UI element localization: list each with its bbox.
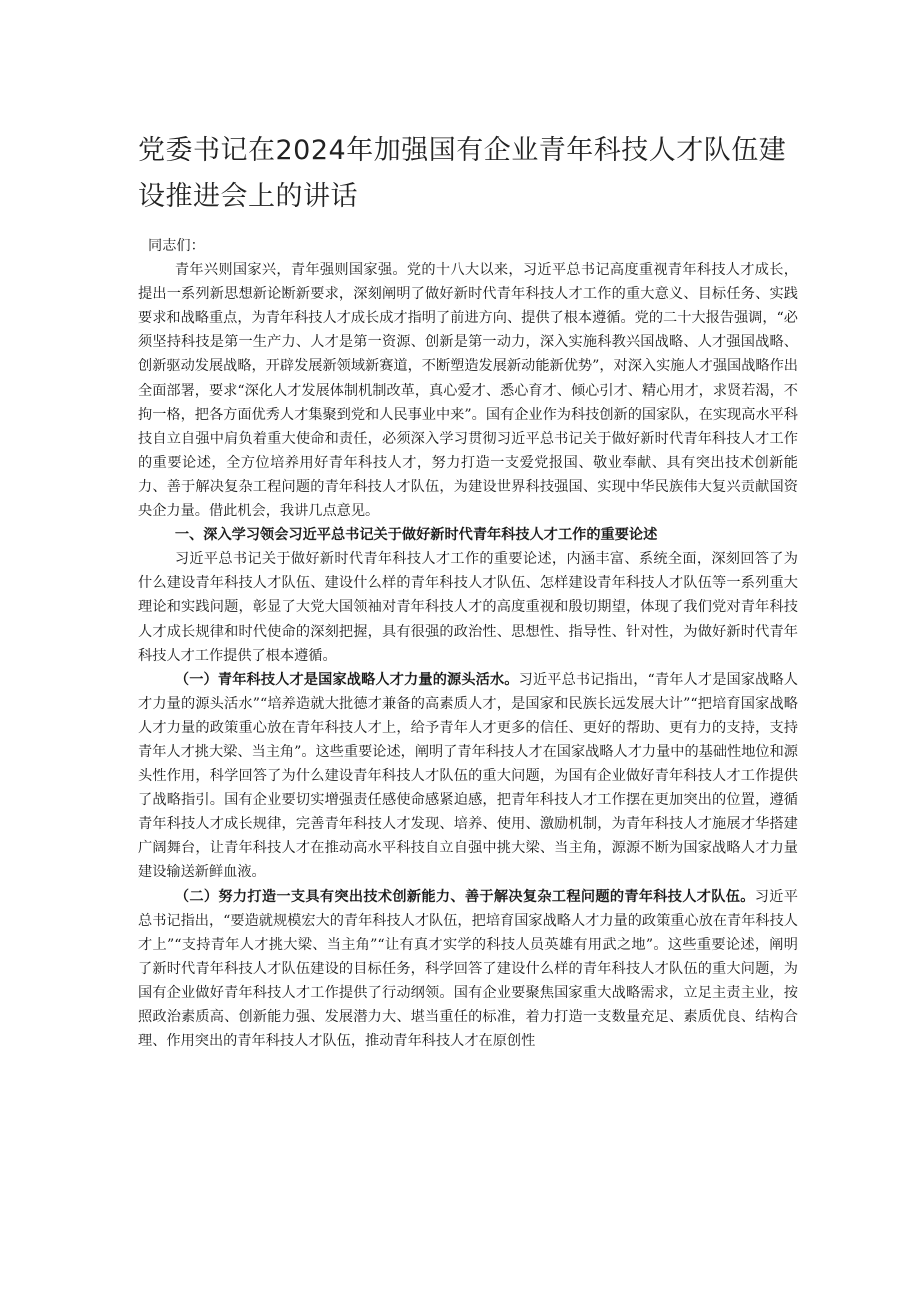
point1-paragraph [138,668,798,885]
salutation: 同志们： [148,238,205,254]
point1-body: 习近平总书记指出，“青年人才是国家战略人才力量的源头活水”“培养造就大批德才兼备的高素质人才，是国家和民族长远发展大计”“把培育国家战略人才力量的政策重心放在青年科技人才上，给予青年人才更多的信任、更好的帮助、更有力的支持，支持青年人才挑大梁、当主角”。这些重要论述，阐明了青年科技人才在国家战略人才力量中的基础性地位和源头性作用，科学回答了为什么建设青年科技人才队伍的重大问题，为国有企业做好青年科技人才工作提供了战略指引。国有企业要切实增强责任感使命感紧迫感，把青年科技人才工作摆在更加突出的位置，遵循青年科技人才成长规律，完善青年科技人才发现、培养、使用、激励机制，为青年科技人才施展才华搭建广阔舞台，让青年科技人才在推动高水平科技自立自强中挑大梁、当主角，源源不断为国家战略人才力量建设输送新鲜血液。 [138,671,798,881]
document-title: 党委书记在2024年加强国有企业青年科技人才队伍建设推进会上的讲话 [138,135,787,212]
intro-paragraph: 青年兴则国家兴，青年强则国家强。党的十八大以来，习近平总书记高度重视青年科技人才成长，提出一系列新思想新论断新要求，深刻阐明了做好新时代青年科技人才工作的重大意义、目标任务、实践要求和战略重点，为青年科技人才成长成才指明了前进方向、提供了根本遵循。党的二十大报告强调，“必须坚持科技是第一生产力、人才是第一资源、创新是第一动力，深入实施科教兴国战略、人才强国战略、创新驱动发展战略，开辟发展新领域新赛道，不断塑造发展新动能新优势”，对深入实施人才强国战略作出全面部署，要求“深化人才发展体制机制改革，真心爱才、悉心育才、倾心引才、精心用才，求贤若渴，不拘一格，把各方面优秀人才集聚到党和人民事业中来”。国有企业作为科技创新的国家队，在实现高水平科技自立自强中肩负着重大使命和责任，必须深入学习贯彻习近平总书记关于做好新时代青年科技人才工作的重要论述，全方位培养用好青年科技人才，努力打造一支爱党报国、敬业奉献、具有突出技术创新能力、善于解决复杂工程问题的青年科技人才队伍，为建设世界科技强国、实现中华民族伟大复兴贡献国资央企力量。借此机会，我讲几点意见。 [138,262,798,520]
section1-paragraph: 习近平总书记关于做好新时代青年科技人才工作的重要论述，内涵丰富、系统全面，深刻回答了为什么建设青年科技人才队伍、建设什么样的青年科技人才队伍、怎样建设青年科技人才队伍等一系列重大理论和实践问题，彰显了大党大国领袖对青年科技人才的高度重视和殷切期望，体现了我们党对青年科技人才成长规律和时代使命的深刻把握，具有很强的政治性、思想性、指导性、针对性，为做好新时代青年科技人才工作提供了根本遵循。 [138,551,798,664]
point2-body: 习近平总书记指出，“要造就规模宏大的青年科技人才队伍，把培育国家战略人才力量的政策重心放在青年科技人才上”“支持青年人才挑大梁、当主角”“让有真才实学的科技人员英雄有用武之地”。这些重要论述，阐明了新时代青年科技人才队伍建设的目标任务，科学回答了建设什么样的青年科技人才队伍的重大问题，为国有企业做好青年科技人才工作提供了行动纲领。国有企业要聚焦国家重大战略需求，立足主责主业，按照政治素质高、创新能力强、发展潜力大、堪当重任的标准，着力打造一支数量充足、素质优良、结构合理、作用突出的青年科技人才队伍，推动青年科技人才在原创性 [138,888,798,1050]
point1-lead: （一）青年科技人才是国家战略人才力量的源头活水。 [174,671,519,688]
point2-lead: （二）努力打造一支具有突出技术创新能力、善于解决复杂工程问题的青年科技人才队伍。 [174,888,755,905]
document-page [138,128,798,1053]
point2-paragraph [138,885,798,1054]
section1-heading: 一、深入学习领会习近平总书记关于做好新时代青年科技人才工作的重要论述 [174,527,658,544]
